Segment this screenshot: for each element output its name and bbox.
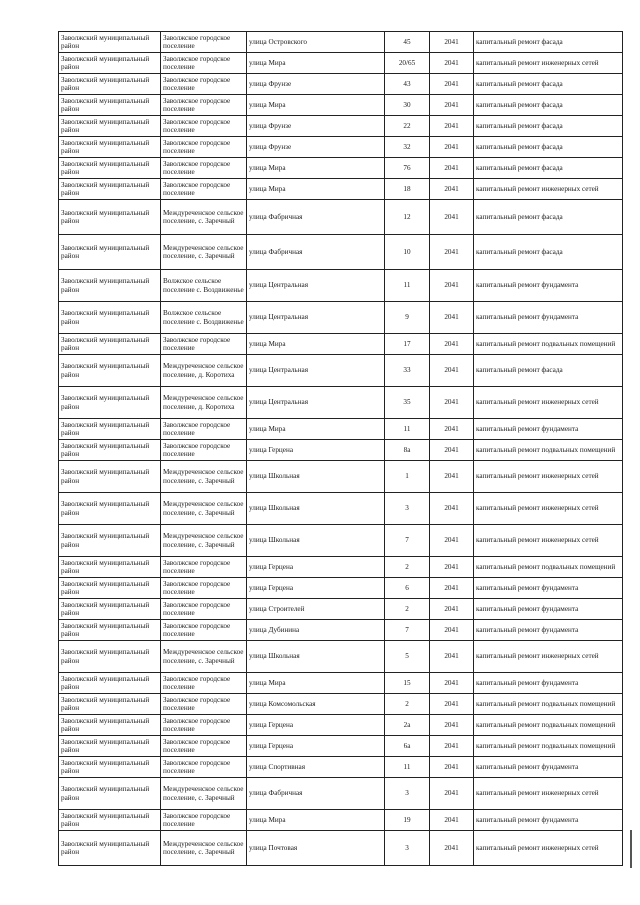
year-cell: 2041 [430, 53, 474, 74]
house-number-cell: 22 [385, 116, 430, 137]
table-row [59, 578, 623, 599]
settlement-cell: Междуреченское сельское поселение, с. Заречный [161, 235, 247, 270]
table-row [59, 334, 623, 355]
street-cell: улица Мира [247, 810, 385, 831]
table-row [59, 137, 623, 158]
district-cell: Заволжский муниципальный район [59, 557, 161, 578]
settlement-cell: Заволжское городское поселение [161, 32, 247, 53]
year-cell: 2041 [430, 302, 474, 334]
district-cell: Заволжский муниципальный район [59, 810, 161, 831]
district-cell: Заволжский муниципальный район [59, 525, 161, 557]
house-number-cell: 12 [385, 200, 430, 235]
settlement-cell: Заволжское городское поселение [161, 599, 247, 620]
table-row [59, 778, 623, 810]
house-number-cell: 15 [385, 673, 430, 694]
settlement-cell: Заволжское городское поселение [161, 74, 247, 95]
year-cell: 2041 [430, 32, 474, 53]
work-type-cell: капитальный ремонт инженерных сетей [474, 53, 623, 74]
district-cell: Заволжский муниципальный район [59, 334, 161, 355]
house-number-cell: 10 [385, 235, 430, 270]
house-number-cell: 6 [385, 578, 430, 599]
work-type-cell: капитальный ремонт инженерных сетей [474, 831, 623, 866]
house-number-cell: 2а [385, 715, 430, 736]
settlement-cell: Заволжское городское поселение [161, 179, 247, 200]
year-cell: 2041 [430, 810, 474, 831]
settlement-cell: Заволжское городское поселение [161, 810, 247, 831]
street-cell: улица Герцена [247, 736, 385, 757]
street-cell: улица Герцена [247, 557, 385, 578]
settlement-cell: Заволжское городское поселение [161, 95, 247, 116]
district-cell: Заволжский муниципальный район [59, 694, 161, 715]
year-cell: 2041 [430, 831, 474, 866]
work-type-cell: капитальный ремонт фундамента [474, 810, 623, 831]
year-cell: 2041 [430, 620, 474, 641]
settlement-cell: Междуреченское сельское поселение, с. Заречный [161, 200, 247, 235]
work-type-cell: капитальный ремонт инженерных сетей [474, 778, 623, 810]
street-cell: улица Центральная [247, 387, 385, 419]
district-cell: Заволжский муниципальный район [59, 74, 161, 95]
settlement-cell: Междуреченское сельское поселение, д. Коротиха [161, 355, 247, 387]
work-type-cell: капитальный ремонт фундамента [474, 302, 623, 334]
work-type-cell: капитальный ремонт подвальных помещений [474, 694, 623, 715]
work-type-cell: капитальный ремонт инженерных сетей [474, 493, 623, 525]
settlement-cell: Заволжское городское поселение [161, 137, 247, 158]
year-cell: 2041 [430, 694, 474, 715]
settlement-cell: Заволжское городское поселение [161, 715, 247, 736]
table-row [59, 715, 623, 736]
street-cell: улица Школьная [247, 461, 385, 493]
street-cell: улица Почтовая [247, 831, 385, 866]
street-cell: улица Фабричная [247, 200, 385, 235]
work-type-cell: капитальный ремонт подвальных помещений [474, 557, 623, 578]
table-row [59, 757, 623, 778]
district-cell: Заволжский муниципальный район [59, 387, 161, 419]
house-number-cell: 11 [385, 270, 430, 302]
district-cell: Заволжский муниципальный район [59, 137, 161, 158]
district-cell: Заволжский муниципальный район [59, 235, 161, 270]
year-cell: 2041 [430, 599, 474, 620]
street-cell: улица Мира [247, 419, 385, 440]
street-cell: улица Центральная [247, 302, 385, 334]
street-cell: улица Школьная [247, 525, 385, 557]
street-cell: улица Спортивная [247, 757, 385, 778]
street-cell: улица Дубинина [247, 620, 385, 641]
table-row [59, 493, 623, 525]
street-cell: улица Фрунзе [247, 137, 385, 158]
street-cell: улица Фабричная [247, 778, 385, 810]
table-row [59, 355, 623, 387]
year-cell: 2041 [430, 557, 474, 578]
settlement-cell: Заволжское городское поселение [161, 736, 247, 757]
table-row [59, 641, 623, 673]
work-type-cell: капитальный ремонт фасада [474, 158, 623, 179]
work-type-cell: капитальный ремонт фасада [474, 32, 623, 53]
street-cell: улица Мира [247, 53, 385, 74]
house-number-cell: 30 [385, 95, 430, 116]
district-cell: Заволжский муниципальный район [59, 179, 161, 200]
year-cell: 2041 [430, 736, 474, 757]
house-number-cell: 8а [385, 440, 430, 461]
settlement-cell: Заволжское городское поселение [161, 116, 247, 137]
house-number-cell: 33 [385, 355, 430, 387]
settlement-cell: Междуреченское сельское поселение, с. Заречный [161, 641, 247, 673]
street-cell: улица Школьная [247, 641, 385, 673]
settlement-cell: Заволжское городское поселение [161, 419, 247, 440]
district-cell: Заволжский муниципальный район [59, 53, 161, 74]
district-cell: Заволжский муниципальный район [59, 641, 161, 673]
district-cell: Заволжский муниципальный район [59, 578, 161, 599]
work-type-cell: капитальный ремонт подвальных помещений [474, 440, 623, 461]
district-cell: Заволжский муниципальный район [59, 715, 161, 736]
house-number-cell: 9 [385, 302, 430, 334]
street-cell: улица Герцена [247, 578, 385, 599]
street-cell: улица Мира [247, 95, 385, 116]
settlement-cell: Волжское сельское поселение с. Воздвиженье [161, 302, 247, 334]
house-number-cell: 1 [385, 461, 430, 493]
year-cell: 2041 [430, 334, 474, 355]
house-number-cell: 2 [385, 694, 430, 715]
district-cell: Заволжский муниципальный район [59, 599, 161, 620]
year-cell: 2041 [430, 179, 474, 200]
table-row [59, 302, 623, 334]
street-cell: улица Фрунзе [247, 116, 385, 137]
work-type-cell: капитальный ремонт фасада [474, 74, 623, 95]
year-cell: 2041 [430, 493, 474, 525]
table-row [59, 270, 623, 302]
work-type-cell: капитальный ремонт фасада [474, 235, 623, 270]
district-cell: Заволжский муниципальный район [59, 95, 161, 116]
district-cell: Заволжский муниципальный район [59, 200, 161, 235]
year-cell: 2041 [430, 419, 474, 440]
house-number-cell: 5 [385, 641, 430, 673]
work-type-cell: капитальный ремонт подвальных помещений [474, 715, 623, 736]
year-cell: 2041 [430, 641, 474, 673]
street-cell: улица Фрунзе [247, 74, 385, 95]
settlement-cell: Заволжское городское поселение [161, 694, 247, 715]
district-cell: Заволжский муниципальный район [59, 461, 161, 493]
work-type-cell: капитальный ремонт фасада [474, 200, 623, 235]
district-cell: Заволжский муниципальный район [59, 778, 161, 810]
work-type-cell: капитальный ремонт фундамента [474, 419, 623, 440]
table-row [59, 599, 623, 620]
table-row [59, 736, 623, 757]
house-number-cell: 35 [385, 387, 430, 419]
house-number-cell: 3 [385, 778, 430, 810]
year-cell: 2041 [430, 778, 474, 810]
district-cell: Заволжский муниципальный район [59, 355, 161, 387]
table-row [59, 525, 623, 557]
settlement-cell: Заволжское городское поселение [161, 440, 247, 461]
year-cell: 2041 [430, 200, 474, 235]
house-number-cell: 32 [385, 137, 430, 158]
house-number-cell: 76 [385, 158, 430, 179]
settlement-cell: Междуреченское сельское поселение, с. Заречный [161, 831, 247, 866]
year-cell: 2041 [430, 461, 474, 493]
street-cell: улица Мира [247, 673, 385, 694]
house-number-cell: 19 [385, 810, 430, 831]
house-number-cell: 18 [385, 179, 430, 200]
settlement-cell: Междуреченское сельское поселение, с. Заречный [161, 525, 247, 557]
repair-schedule-table [58, 31, 623, 866]
house-number-cell: 43 [385, 74, 430, 95]
year-cell: 2041 [430, 715, 474, 736]
work-type-cell: капитальный ремонт фасада [474, 137, 623, 158]
work-type-cell: капитальный ремонт подвальных помещений [474, 736, 623, 757]
house-number-cell: 3 [385, 493, 430, 525]
street-cell: улица Герцена [247, 715, 385, 736]
year-cell: 2041 [430, 74, 474, 95]
work-type-cell: капитальный ремонт инженерных сетей [474, 179, 623, 200]
table-row [59, 440, 623, 461]
table-row [59, 235, 623, 270]
district-cell: Заволжский муниципальный район [59, 736, 161, 757]
year-cell: 2041 [430, 270, 474, 302]
year-cell: 2041 [430, 95, 474, 116]
street-cell: улица Фабричная [247, 235, 385, 270]
work-type-cell: капитальный ремонт инженерных сетей [474, 641, 623, 673]
table-row [59, 557, 623, 578]
table-row [59, 694, 623, 715]
year-cell: 2041 [430, 387, 474, 419]
street-cell: улица Центральная [247, 270, 385, 302]
district-cell: Заволжский муниципальный район [59, 757, 161, 778]
settlement-cell: Заволжское городское поселение [161, 673, 247, 694]
table-row [59, 200, 623, 235]
work-type-cell: капитальный ремонт инженерных сетей [474, 387, 623, 419]
house-number-cell: 20/65 [385, 53, 430, 74]
house-number-cell: 3 [385, 831, 430, 866]
settlement-cell: Заволжское городское поселение [161, 620, 247, 641]
house-number-cell: 11 [385, 419, 430, 440]
district-cell: Заволжский муниципальный район [59, 440, 161, 461]
scan-edge-mark [630, 830, 632, 868]
table-row [59, 95, 623, 116]
work-type-cell: капитальный ремонт фундамента [474, 599, 623, 620]
district-cell: Заволжский муниципальный район [59, 32, 161, 53]
year-cell: 2041 [430, 578, 474, 599]
house-number-cell: 2 [385, 599, 430, 620]
year-cell: 2041 [430, 355, 474, 387]
district-cell: Заволжский муниципальный район [59, 116, 161, 137]
work-type-cell: капитальный ремонт инженерных сетей [474, 461, 623, 493]
year-cell: 2041 [430, 757, 474, 778]
house-number-cell: 45 [385, 32, 430, 53]
year-cell: 2041 [430, 158, 474, 179]
settlement-cell: Междуреченское сельское поселение, с. Заречный [161, 461, 247, 493]
work-type-cell: капитальный ремонт фундамента [474, 620, 623, 641]
table-row [59, 461, 623, 493]
table-row [59, 810, 623, 831]
table-row [59, 158, 623, 179]
table-row [59, 179, 623, 200]
table-row [59, 831, 623, 866]
house-number-cell: 7 [385, 620, 430, 641]
district-cell: Заволжский муниципальный район [59, 302, 161, 334]
settlement-cell: Междуреченское сельское поселение, с. Заречный [161, 493, 247, 525]
work-type-cell: капитальный ремонт подвальных помещений [474, 334, 623, 355]
work-type-cell: капитальный ремонт фундамента [474, 757, 623, 778]
district-cell: Заволжский муниципальный район [59, 831, 161, 866]
table-row [59, 53, 623, 74]
settlement-cell: Волжское сельское поселение с. Воздвиженье [161, 270, 247, 302]
settlement-cell: Заволжское городское поселение [161, 158, 247, 179]
work-type-cell: капитальный ремонт фасада [474, 95, 623, 116]
year-cell: 2041 [430, 673, 474, 694]
table-row [59, 673, 623, 694]
street-cell: улица Строителей [247, 599, 385, 620]
table-row [59, 116, 623, 137]
year-cell: 2041 [430, 235, 474, 270]
table-row [59, 419, 623, 440]
table-row [59, 74, 623, 95]
settlement-cell: Заволжское городское поселение [161, 757, 247, 778]
settlement-cell: Заволжское городское поселение [161, 53, 247, 74]
district-cell: Заволжский муниципальный район [59, 620, 161, 641]
street-cell: улица Центральная [247, 355, 385, 387]
table-row [59, 620, 623, 641]
street-cell: улица Школьная [247, 493, 385, 525]
street-cell: улица Мира [247, 334, 385, 355]
house-number-cell: 11 [385, 757, 430, 778]
table-row [59, 32, 623, 53]
work-type-cell: капитальный ремонт фундамента [474, 270, 623, 302]
district-cell: Заволжский муниципальный район [59, 419, 161, 440]
settlement-cell: Междуреченское сельское поселение, д. Коротиха [161, 387, 247, 419]
district-cell: Заволжский муниципальный район [59, 270, 161, 302]
work-type-cell: капитальный ремонт фундамента [474, 578, 623, 599]
street-cell: улица Мира [247, 158, 385, 179]
house-number-cell: 7 [385, 525, 430, 557]
year-cell: 2041 [430, 525, 474, 557]
settlement-cell: Заволжское городское поселение [161, 578, 247, 599]
street-cell: улица Герцена [247, 440, 385, 461]
house-number-cell: 17 [385, 334, 430, 355]
settlement-cell: Заволжское городское поселение [161, 557, 247, 578]
year-cell: 2041 [430, 116, 474, 137]
district-cell: Заволжский муниципальный район [59, 673, 161, 694]
work-type-cell: капитальный ремонт фасада [474, 355, 623, 387]
work-type-cell: капитальный ремонт инженерных сетей [474, 525, 623, 557]
table-row [59, 387, 623, 419]
settlement-cell: Междуреченское сельское поселение, с. Заречный [161, 778, 247, 810]
house-number-cell: 2 [385, 557, 430, 578]
street-cell: улица Островского [247, 32, 385, 53]
house-number-cell: 6а [385, 736, 430, 757]
work-type-cell: капитальный ремонт фундамента [474, 673, 623, 694]
year-cell: 2041 [430, 440, 474, 461]
district-cell: Заволжский муниципальный район [59, 493, 161, 525]
work-type-cell: капитальный ремонт фасада [474, 116, 623, 137]
street-cell: улица Мира [247, 179, 385, 200]
settlement-cell: Заволжское городское поселение [161, 334, 247, 355]
year-cell: 2041 [430, 137, 474, 158]
table-body [59, 32, 623, 866]
district-cell: Заволжский муниципальный район [59, 158, 161, 179]
street-cell: улица Комсомольская [247, 694, 385, 715]
